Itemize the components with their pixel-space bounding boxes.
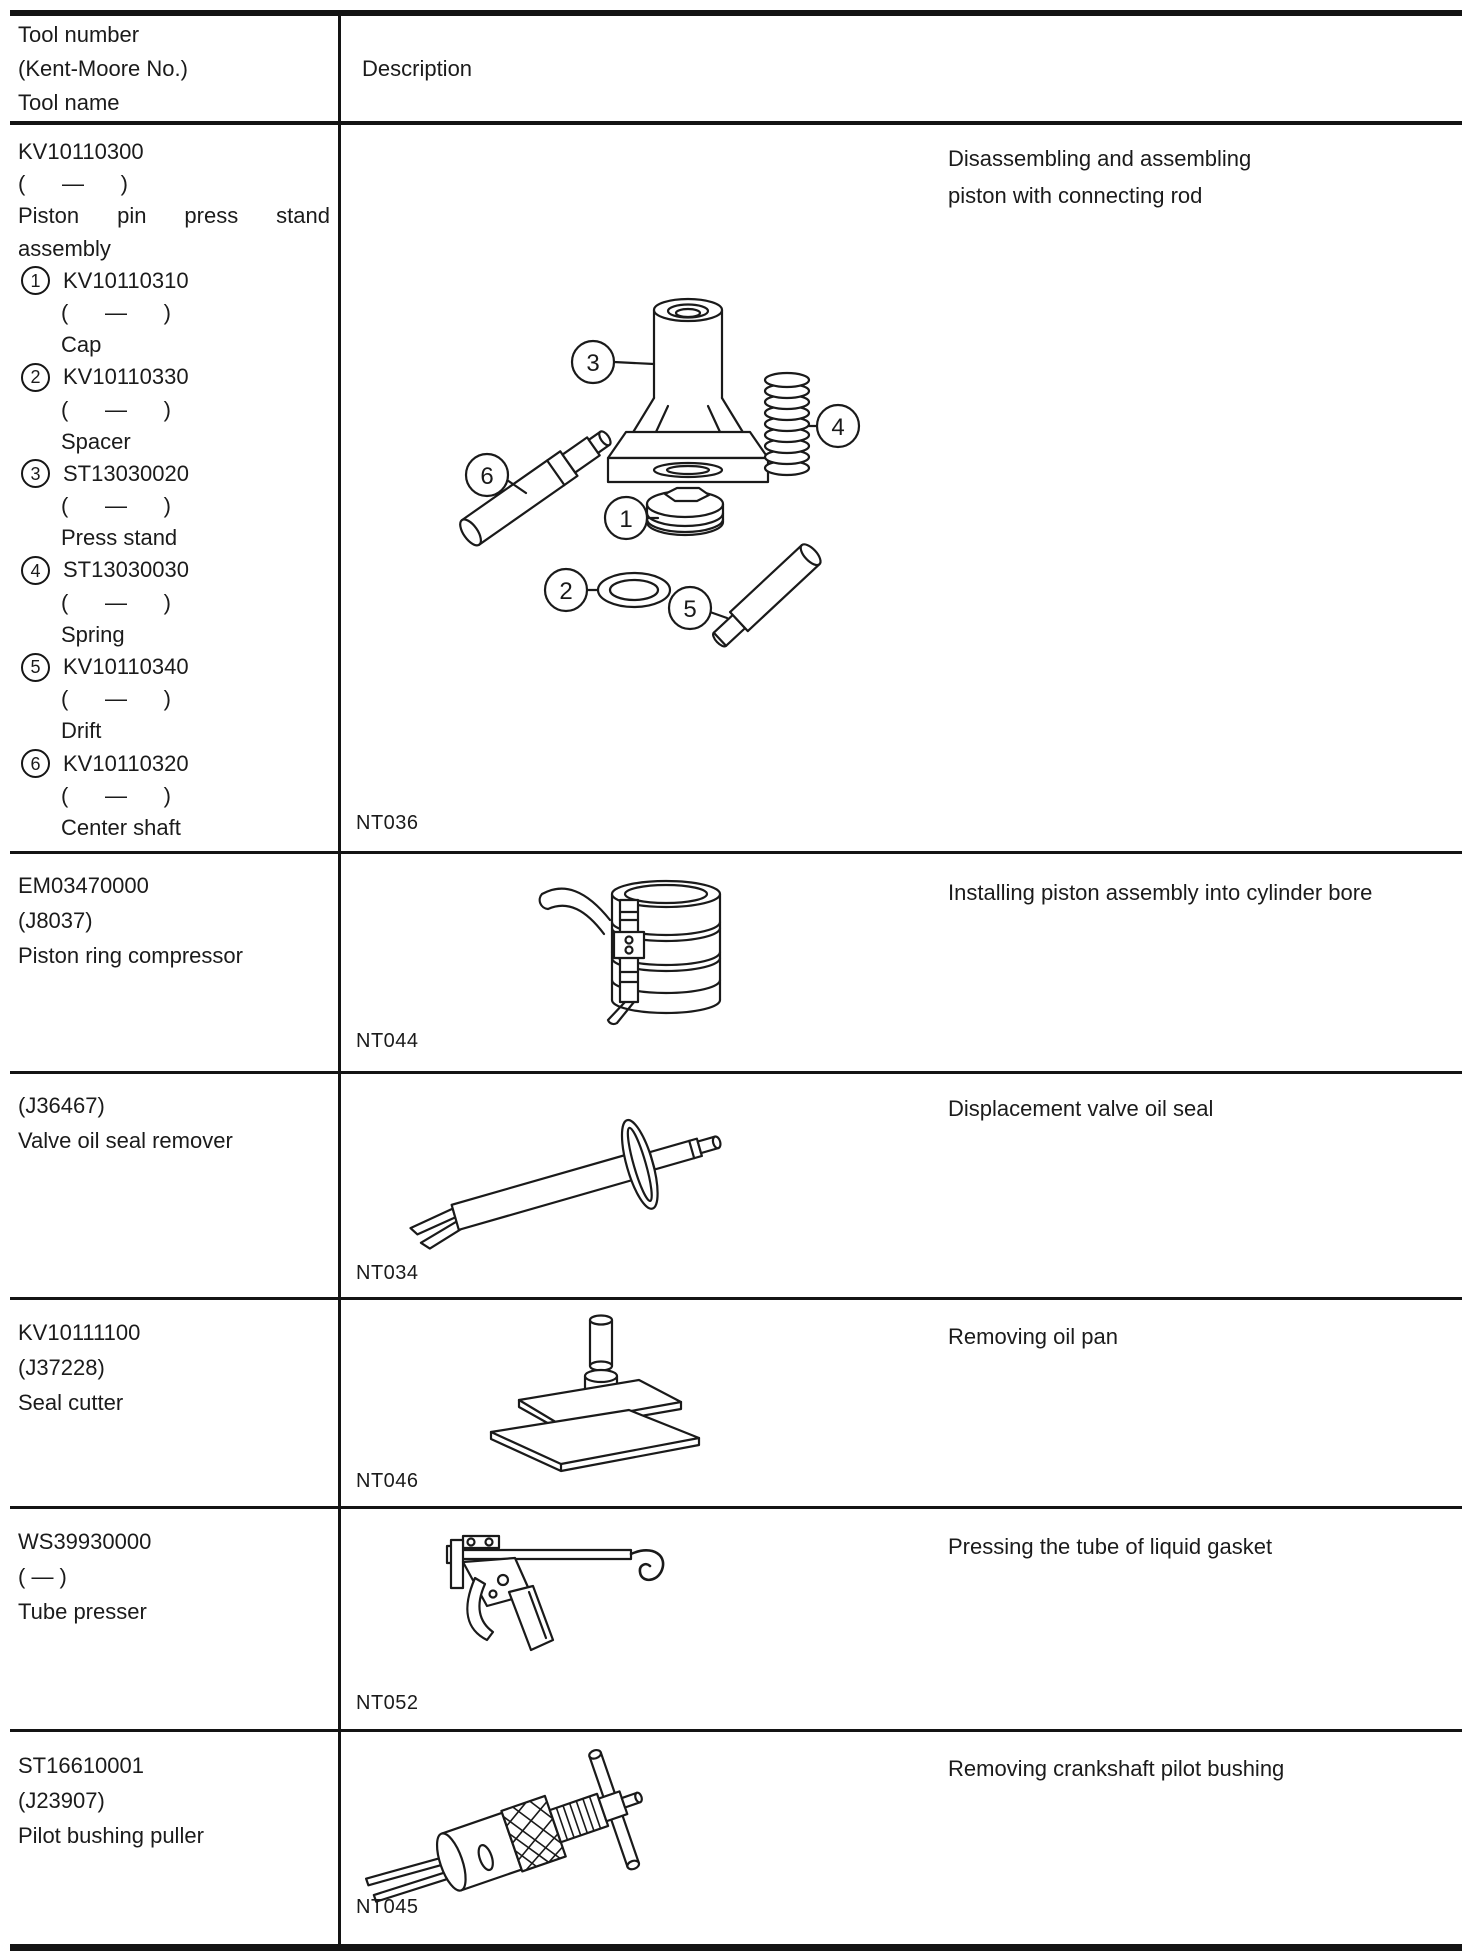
description xyxy=(948,1318,1463,1355)
header-line: (Kent-Moore No.) xyxy=(18,56,188,81)
description-line: Removing oil pan xyxy=(948,1324,1118,1349)
sub-tool-name: Drift xyxy=(61,718,102,744)
callout-2: 2 xyxy=(559,578,573,605)
tool-number: KV10110300 xyxy=(18,139,144,164)
header-tool-column xyxy=(18,18,188,120)
row-divider-3 xyxy=(10,1297,1462,1300)
circled-number: 2 xyxy=(21,363,50,392)
tool-number: WS39930000 xyxy=(18,1529,152,1554)
sub-tool-name: Cap xyxy=(61,332,102,358)
table-bottom-border xyxy=(10,1944,1462,1951)
sub-tool-number: KV10110310 xyxy=(63,267,189,293)
kent-moore-no: ( — ) xyxy=(61,493,171,519)
header-divider xyxy=(10,121,1462,125)
description-line: Removing crankshaft pilot bushing xyxy=(948,1756,1285,1781)
table-row-tool-cell xyxy=(18,1088,233,1158)
tool-name: Seal cutter xyxy=(18,1390,124,1415)
sub-tool xyxy=(18,458,336,490)
column-divider xyxy=(338,12,341,1948)
sub-tool xyxy=(18,361,336,393)
table-top-border xyxy=(10,10,1462,16)
description xyxy=(948,1750,1463,1787)
valve-oil-seal-remover-illustration xyxy=(393,1082,763,1267)
table-row-tool-cell xyxy=(18,136,336,844)
sub-tool-number: KV10110340 xyxy=(63,654,189,679)
kent-moore-no: ( — ) xyxy=(18,1564,67,1589)
kent-moore-no: ( — ) xyxy=(61,686,171,712)
tool-name: Pilot bushing puller xyxy=(18,1823,204,1848)
description xyxy=(948,874,1463,911)
piston-ring-compressor-illustration xyxy=(528,862,758,1032)
table-row-tool-cell xyxy=(18,1315,140,1420)
sub-tool-number: KV10110320 xyxy=(63,750,189,776)
tool-number: ST16610001 xyxy=(18,1753,144,1778)
tool-name: Tube presser xyxy=(18,1599,147,1624)
description-line: piston with connecting rod xyxy=(948,183,1203,208)
kent-moore-no: ( — ) xyxy=(61,299,171,325)
table-row-tool-cell xyxy=(18,868,243,973)
callout-5: 5 xyxy=(683,596,697,623)
circled-number: 6 xyxy=(21,749,50,778)
table-row-tool-cell xyxy=(18,1524,151,1629)
header-line: Tool number xyxy=(18,22,140,47)
kent-moore-no: ( — ) xyxy=(18,171,128,197)
row-divider-5 xyxy=(10,1729,1462,1732)
description xyxy=(948,140,1463,214)
sub-tool-name: Spacer xyxy=(61,428,131,454)
figure-caption: NT046 xyxy=(356,1470,419,1492)
sub-tool xyxy=(18,651,336,683)
circled-number: 4 xyxy=(21,556,50,585)
row-divider-1 xyxy=(10,851,1462,854)
description-line: Pressing the tube of liquid gasket xyxy=(948,1534,1273,1559)
tool-number: KV10111100 xyxy=(18,1320,141,1345)
tool-number: EM03470000 xyxy=(18,873,149,898)
circled-number: 3 xyxy=(21,459,50,488)
sub-tool-name: Spring xyxy=(61,621,125,647)
description xyxy=(948,1090,1463,1127)
tool-name: Valve oil seal remover xyxy=(18,1128,233,1153)
header-line: Tool name xyxy=(18,90,120,115)
sub-tool-number: ST13030030 xyxy=(63,557,189,583)
kent-moore-no: (J8037) xyxy=(18,908,93,933)
tool-name: Piston pin press stand xyxy=(18,203,330,229)
kent-moore-no: (J23907) xyxy=(18,1788,105,1813)
callout-1: 1 xyxy=(619,506,633,533)
table-row-tool-cell xyxy=(18,1748,204,1853)
callout-3: 3 xyxy=(586,350,600,377)
seal-cutter-illustration xyxy=(443,1308,743,1473)
row-divider-4 xyxy=(10,1506,1462,1509)
callout-4: 4 xyxy=(831,414,845,441)
figure-caption: NT045 xyxy=(356,1896,419,1918)
sub-tool xyxy=(18,265,336,297)
circled-number: 1 xyxy=(21,266,50,295)
tube-presser-illustration xyxy=(403,1522,693,1672)
description xyxy=(948,1528,1463,1565)
row-divider-2 xyxy=(10,1071,1462,1074)
kent-moore-no: ( — ) xyxy=(61,589,171,615)
kent-moore-no: (J37228) xyxy=(18,1355,105,1380)
sub-tool-name: Press stand xyxy=(61,525,178,551)
callout-6: 6 xyxy=(480,463,494,490)
tool-name: assembly xyxy=(18,235,111,261)
sub-tool-name: Center shaft xyxy=(61,814,181,840)
sub-tool-number: ST13030020 xyxy=(63,460,189,486)
piston-pin-press-stand-illustration xyxy=(430,280,880,680)
figure-caption: NT036 xyxy=(356,812,419,834)
kent-moore-no: ( — ) xyxy=(61,396,171,422)
circled-number: 5 xyxy=(21,653,50,682)
description-line: Displacement valve oil seal xyxy=(948,1096,1214,1121)
tool-name: Piston ring compressor xyxy=(18,943,243,968)
figure-caption: NT052 xyxy=(356,1692,419,1714)
header-description-column: Description xyxy=(362,56,473,81)
description-line: Installing piston assembly into cylinder bore xyxy=(948,880,1373,905)
figure-caption: NT034 xyxy=(356,1262,419,1284)
sub-tool xyxy=(18,748,336,780)
kent-moore-no: (J36467) xyxy=(18,1093,105,1118)
kent-moore-no: ( — ) xyxy=(61,782,171,808)
sub-tool-number: KV10110330 xyxy=(63,364,189,390)
figure-caption: NT044 xyxy=(356,1030,419,1052)
description-line: Disassembling and assembling xyxy=(948,146,1252,171)
sub-tool xyxy=(18,554,336,586)
